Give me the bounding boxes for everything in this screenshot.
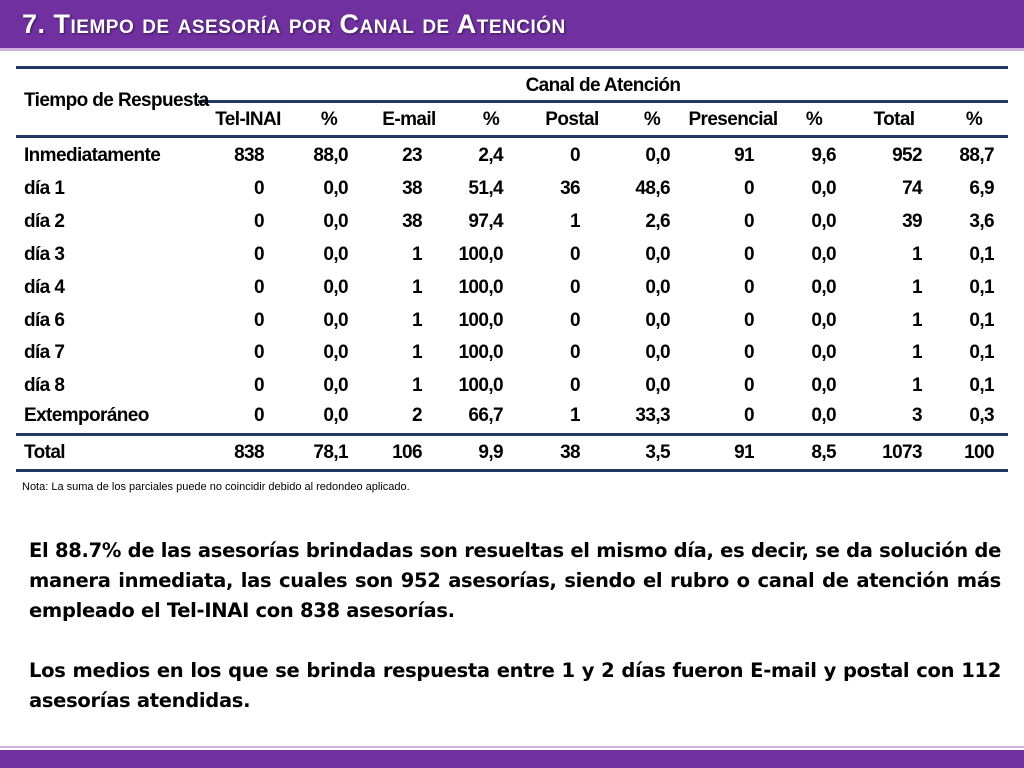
table-cell: 0 [254, 178, 264, 199]
table-cell: 1 [412, 310, 422, 331]
table-cell: 1 [570, 405, 580, 426]
total-row-label: Total [24, 442, 65, 463]
table-cell: 1 [570, 211, 580, 232]
table-cell: 2,6 [645, 211, 670, 232]
table-cell: 0,0 [645, 310, 670, 331]
column-header: % [643, 109, 661, 130]
table-cell: 1 [912, 342, 922, 363]
row-label: día 6 [24, 310, 65, 331]
table-cell: 0,0 [811, 405, 836, 426]
table-cell: 0,0 [645, 277, 670, 298]
table-cell: 0,0 [323, 375, 348, 396]
table-cell: 23 [402, 145, 422, 166]
table-cell: 2 [412, 405, 422, 426]
row-header-label: Tiempo de Respuesta [24, 90, 209, 111]
table-cell: 36 [560, 178, 580, 199]
table-cell: 0 [744, 405, 754, 426]
total-cell: 100 [964, 442, 994, 463]
table-bottom-rule [16, 469, 1008, 472]
slide-title: 7. Tiempo de asesoría por Canal de Atención [22, 9, 566, 39]
total-cell: 106 [392, 442, 422, 463]
table-cell: 1 [912, 244, 922, 265]
table-cell: 0,0 [323, 405, 348, 426]
table-cell: 0 [570, 277, 580, 298]
title-underline [0, 48, 1024, 51]
table-cell: 0,0 [323, 342, 348, 363]
table-cell: 0,0 [811, 277, 836, 298]
total-cell: 3,5 [645, 442, 670, 463]
column-header: % [805, 109, 823, 130]
column-header: Presencial [688, 109, 778, 130]
footer-line [0, 746, 1024, 748]
table-cell: 0,0 [323, 277, 348, 298]
table-cell: 0,1 [969, 375, 994, 396]
column-header: % [965, 109, 983, 130]
table-cell: 51,4 [468, 178, 503, 199]
row-label: día 2 [24, 211, 65, 232]
group-header-label: Canal de Atención [525, 75, 681, 96]
table-cell: 3 [912, 405, 922, 426]
table-cell: 952 [892, 145, 922, 166]
table-cell: 0 [254, 310, 264, 331]
table-cell: 0,0 [811, 310, 836, 331]
row-label: Extemporáneo [24, 405, 149, 426]
table-cell: 88,0 [313, 145, 348, 166]
row-label: día 1 [24, 178, 65, 199]
table-cell: 0,0 [811, 211, 836, 232]
table-cell: 0,0 [645, 342, 670, 363]
total-cell: 1073 [882, 442, 922, 463]
column-header: Tel-INAI [215, 109, 281, 130]
table-cell: 2,4 [478, 145, 503, 166]
table-cell: 88,7 [959, 145, 994, 166]
table-cell: 0 [744, 310, 754, 331]
table-cell: 0,3 [969, 405, 994, 426]
table-cell: 66,7 [468, 405, 503, 426]
row-label: día 4 [24, 277, 65, 298]
table-cell: 48,6 [635, 178, 670, 199]
table-cell: 1 [412, 375, 422, 396]
table-cell: 0,0 [323, 178, 348, 199]
column-header: E-mail [382, 109, 436, 130]
table-cell: 0,0 [323, 244, 348, 265]
table-cell: 0 [570, 244, 580, 265]
table-cell: 0 [254, 375, 264, 396]
table-cell: 0 [254, 342, 264, 363]
table-cell: 0 [744, 375, 754, 396]
group-header-rule [198, 100, 1008, 103]
table-cell: 1 [412, 277, 422, 298]
paragraph-2: Los medios en los que se brinda respuesta entre 1 y 2 días fueron E-mail y postal con 112 asesorías atendidas. [29, 659, 1001, 712]
paragraph-1: El 88.7% de las asesorías brindadas son resueltas el mismo día, es decir, se da solución de manera inmediata, las cuales son 952 asesorías, siendo el rubro o canal de atención más empleado el Tel-INAI con 838 asesorías. [29, 539, 1001, 622]
column-header: % [482, 109, 500, 130]
table-cell: 0 [570, 375, 580, 396]
total-cell: 38 [560, 442, 580, 463]
total-cell: 8,5 [811, 442, 836, 463]
table-cell: 0,1 [969, 342, 994, 363]
total-cell: 838 [234, 442, 264, 463]
table-cell: 38 [402, 178, 422, 199]
table-cell: 0,0 [323, 211, 348, 232]
table-cell: 91 [734, 145, 754, 166]
row-label: Inmediatamente [24, 145, 161, 166]
table-cell: 0 [570, 310, 580, 331]
table-cell: 100,0 [458, 342, 503, 363]
table-cell: 0 [254, 244, 264, 265]
header-bottom-rule [16, 135, 1008, 138]
table-cell: 0,0 [323, 310, 348, 331]
total-cell: 91 [734, 442, 754, 463]
table-cell: 0,0 [645, 244, 670, 265]
table-cell: 1 [912, 375, 922, 396]
table-cell: 0 [254, 277, 264, 298]
table-cell: 1 [912, 310, 922, 331]
table-cell: 100,0 [458, 310, 503, 331]
table-cell: 0 [744, 277, 754, 298]
row-label: día 3 [24, 244, 65, 265]
table-cell: 100,0 [458, 244, 503, 265]
column-header: % [320, 109, 338, 130]
table-cell: 3,6 [969, 211, 994, 232]
table-cell: 74 [902, 178, 922, 199]
table-cell: 38 [402, 211, 422, 232]
table-cell: 0,0 [811, 342, 836, 363]
table-cell: 0,0 [645, 145, 670, 166]
table-cell: 0,1 [969, 277, 994, 298]
table-cell: 0,0 [811, 375, 836, 396]
table-cell: 0 [254, 211, 264, 232]
table-cell: 0 [744, 342, 754, 363]
table-cell: 0 [570, 145, 580, 166]
table-top-rule [16, 66, 1008, 69]
table-cell: 1 [912, 277, 922, 298]
table-cell: 838 [234, 145, 264, 166]
table-cell: 97,4 [468, 211, 503, 232]
table-cell: 0 [570, 342, 580, 363]
row-label: día 7 [24, 342, 65, 363]
footnote: Nota: La suma de los parciales puede no coincidir debido al redondeo aplicado. [22, 481, 410, 493]
table-cell: 39 [902, 211, 922, 232]
table-cell: 100,0 [458, 277, 503, 298]
table-cell: 0,1 [969, 310, 994, 331]
footer-bar [0, 750, 1024, 768]
table-cell: 0,0 [811, 178, 836, 199]
table-cell: 0 [744, 178, 754, 199]
table-cell: 6,9 [969, 178, 994, 199]
table-cell: 1 [412, 244, 422, 265]
table-cell: 1 [412, 342, 422, 363]
table-cell: 0,0 [811, 244, 836, 265]
title-bar [0, 0, 1024, 48]
table-cell: 0 [744, 211, 754, 232]
column-header: Postal [545, 109, 599, 130]
total-cell: 9,9 [478, 442, 503, 463]
table-cell: 9,6 [811, 145, 836, 166]
table-cell: 33,3 [635, 405, 670, 426]
column-header: Total [873, 109, 915, 130]
total-cell: 78,1 [313, 442, 348, 463]
table-cell: 100,0 [458, 375, 503, 396]
table-cell: 0,0 [645, 375, 670, 396]
total-top-rule [16, 433, 1008, 436]
response-time-table [16, 66, 1008, 472]
table-cell: 0,1 [969, 244, 994, 265]
table-cell: 0 [744, 244, 754, 265]
row-label: día 8 [24, 375, 65, 396]
table-cell: 0 [254, 405, 264, 426]
